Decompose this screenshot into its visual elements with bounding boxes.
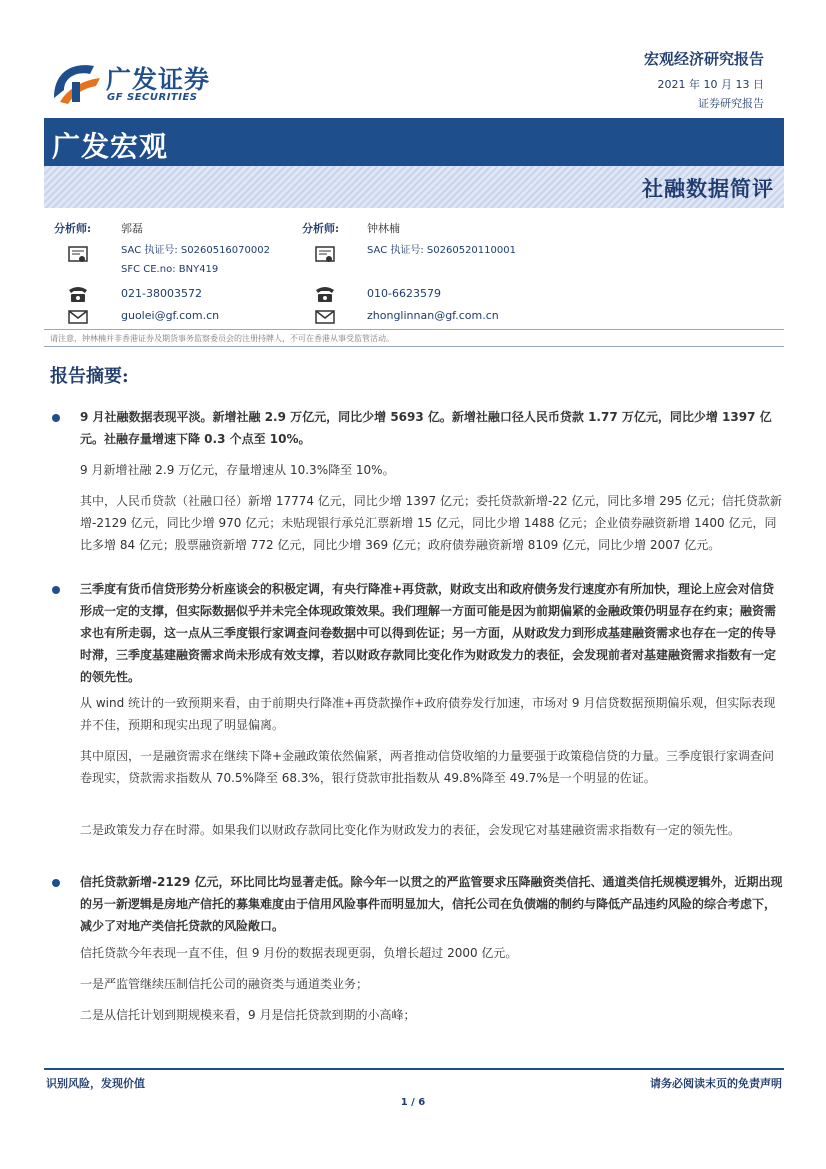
section-headline: 9 月社融数据表现平淡。新增社融 2.9 万亿元，同比少增 5693 亿。新增社融口径人民币贷款 1.77 万亿元，同比少增 1397 亿元。社融存量增速下降 0.3 个点至 10%。 (80, 410, 772, 446)
title-banner (44, 166, 784, 208)
analyst-phone[interactable]: 010-6623579 (367, 287, 441, 300)
certificate-icon (67, 245, 89, 265)
mail-icon (67, 307, 89, 327)
section-paragraph (80, 745, 784, 789)
paragraph-text: 9 月新增社融 2.9 万亿元，存量增速从 10.3%降至 10%。 (80, 463, 395, 477)
section-paragraph (80, 1004, 784, 1026)
footer-slogan: 识别风险，发现价值 (46, 1077, 145, 1090)
company-logo (50, 58, 220, 108)
divider (44, 346, 784, 347)
report-title: 社融数据简评 (642, 176, 774, 201)
bullet-icon (52, 879, 60, 887)
paragraph-text: 从 wind 统计的一致预期来看，由于前期央行降准+再贷款操作+政府债券发行加速，市场对 9 月信贷数据预期偏乐观，但实际表现并不佳，预期和现实出现了明显偏离。 (80, 696, 776, 732)
section-paragraph (80, 459, 784, 481)
analyst-name: 郭磊 (121, 222, 143, 235)
analyst-name: 钟林楠 (367, 222, 400, 235)
analyst-email[interactable]: guolei@gf.com.cn (121, 309, 220, 322)
footer-divider (44, 1068, 784, 1070)
abstract-title: 报告摘要: (50, 366, 129, 387)
page-number: 1 / 6 (400, 1097, 426, 1108)
logo-en-text: GF SECURITIES (107, 92, 198, 103)
paragraph-text: 二是从信托计划到期规模来看，9 月是信托贷款到期的小高峰； (80, 1008, 416, 1022)
abstract-section (80, 871, 784, 937)
mail-icon (314, 307, 336, 327)
paragraph-text: 二是政策发力存在时滞。如果我们以财政存款同比变化作为财政发力的表征，会发现它对基建融资需求指数有一定的领先性。 (80, 823, 741, 837)
analyst-sac: SAC 执证号: S0260516070002 (121, 245, 270, 256)
analyst-label: 分析师: (54, 222, 92, 235)
section-headline: 三季度有货币信贷形势分析座谈会的积极定调，有央行降准+再贷款，财政支出和政府债务发行速度亦有所加快，理论上应会对信贷形成一定的支撑，但实际数据似乎并未完全体现政策效果。我们理解一方面可能是因为前期偏紧的金融政策仍明显存在约束；融资需求也有所走弱，这一点从三季度银行家调查问卷数据中可以得到佐证；另一方面，从财政发力到形成基建融资需求也存在一定的传导时滞，三季度基建融资需求尚未形成有效支撑，若以财政存款同比变化作为财政发力的表征，会发现前者对基建融资需求指数有一定的领先性。 (80, 582, 777, 684)
analyst-email[interactable]: zhonglinnan@gf.com.cn (367, 309, 499, 322)
section-paragraph (80, 942, 784, 964)
bullet-icon (52, 414, 60, 422)
divider (44, 329, 784, 330)
analyst-label: 分析师: (302, 222, 340, 235)
certificate-icon (314, 245, 336, 265)
disclaimer-note: 请注意，钟林楠并非香港证券及期货事务监察委员会的注册持牌人，不可在香港从事受监管活动。 (50, 334, 394, 343)
report-category: 宏观经济研究报告 (643, 50, 764, 68)
paragraph-text: 一是严监管继续压制信托公司的融资类与通道类业务； (80, 977, 369, 991)
paragraph-text: 其中原因，一是融资需求在继续下降+金融政策依然偏紧，两者推动信贷收缩的力量要强于政策稳信贷的力量。三季度银行家调查问卷现实，贷款需求指数从 70.5%降至 68.3%，银行贷款审批指数从 49.8%降至 49.7%是一个明显的佐证。 (80, 749, 775, 785)
footer-disclaimer-link[interactable]: 请务必阅读末页的免责声明 (650, 1077, 782, 1090)
paragraph-text: 其中，人民币贷款（社融口径）新增 17774 亿元，同比少增 1397 亿元；委托贷款新增-22 亿元，同比多增 295 亿元；信托贷款新增-2129 亿元，同比少增 970 亿元；未贴现银行承兑汇票新增 15 亿元，同比少增 1488 亿元；企业债券融资新增 1400 亿元，同比多增 84 亿元；股票融资新增 772 亿元，同比少增 369 亿元；政府债券融资新增 8109 亿元，同比少增 2007 亿元。 (80, 494, 782, 552)
section-paragraph (80, 973, 784, 995)
section-paragraph (80, 819, 784, 841)
section-headline: 信托贷款新增-2129 亿元，环比同比均显著走低。除今年一以贯之的严监管要求压降融资类信托、通道类信托规模逻辑外，近期出现的另一新逻辑是房地产信托的募集难度由于信用风险事件而明显加大，信托公司在负债端的制约与降低产品违约风险的综合考虑下，减少了对地产类信托贷款的风险敞口。 (80, 875, 783, 933)
section-paragraph (80, 692, 784, 736)
bullet-icon (52, 586, 60, 594)
section-banner (44, 118, 784, 166)
abstract-section (80, 578, 784, 688)
phone-icon (314, 284, 336, 304)
section-title: 广发宏观 (52, 130, 169, 163)
analyst-phone[interactable]: 021-38003572 (121, 287, 202, 300)
phone-icon (67, 284, 89, 304)
section-paragraph (80, 490, 784, 556)
analyst-sfc: SFC CE.no: BNY419 (121, 264, 219, 275)
abstract-section (80, 406, 784, 450)
report-date: 2021 年 10 月 13 日 (657, 78, 764, 91)
paragraph-text: 信托贷款今年表现一直不佳，但 9 月份的数据表现更弱，负增长超过 2000 亿元。 (80, 946, 518, 960)
analyst-sac: SAC 执证号: S0260520110001 (367, 245, 516, 256)
logo-cn-text: 广发证券 (106, 65, 211, 94)
report-type: 证券研究报告 (698, 97, 764, 110)
